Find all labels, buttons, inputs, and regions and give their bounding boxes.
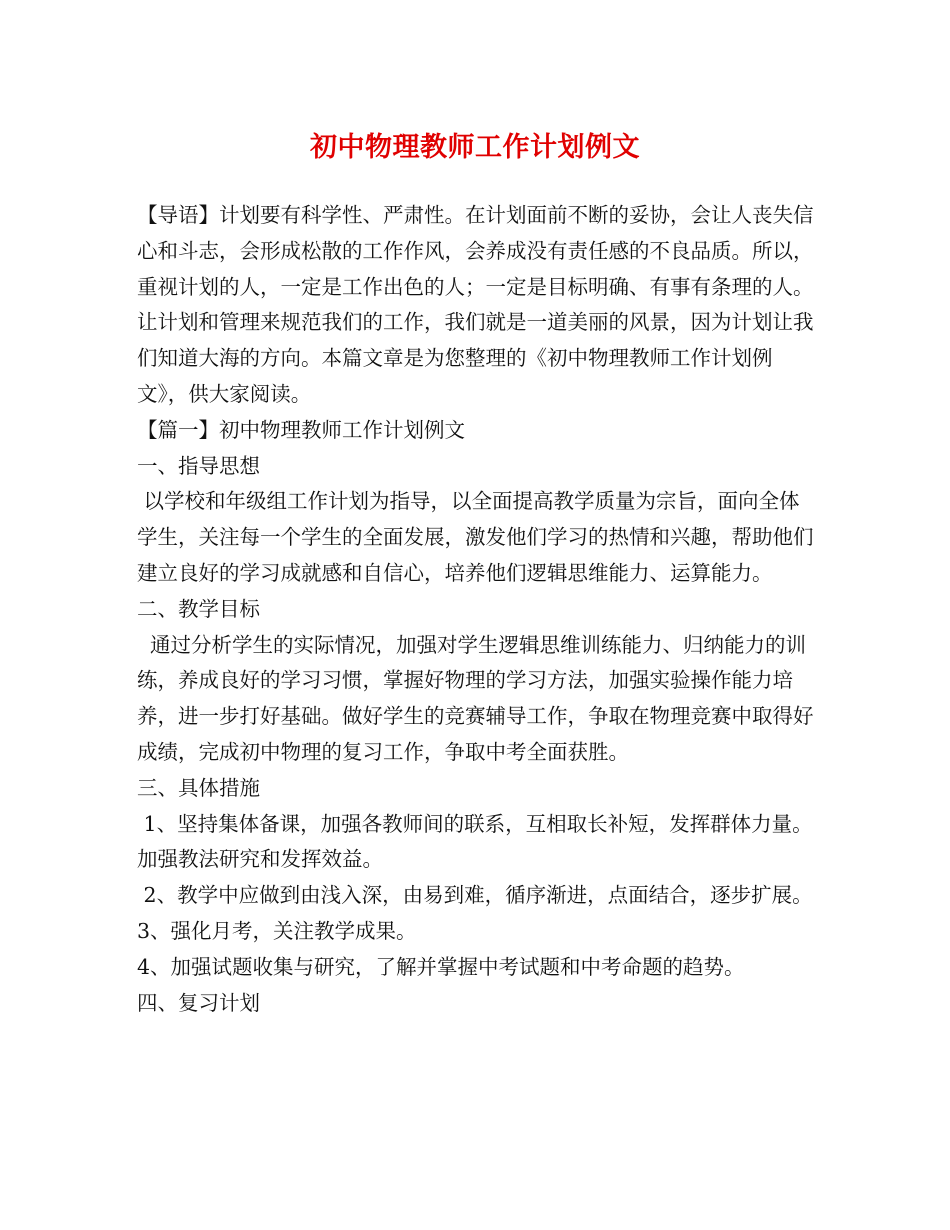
heading-review-plan: 四、复习计划 [137,990,260,1015]
paragraph-teaching-goals: 通过分析学生的实际情况，加强对学生逻辑思维训练能力、归纳能力的训练，养成良好的学习习惯，掌握好物理的学习方法，加强实验操作能力培养，进一步打好基础。做好学生的竞赛辅导工作，争取在物理竞赛中取得好成绩，完成初中物理的复习工作，争取中考全面获胜。 [137,632,814,764]
document-body [137,198,817,1021]
section-heading-part-one: 【篇一】初中物理教师工作计划例文 [137,417,465,442]
heading-specific-measures: 三、具体措施 [137,775,260,800]
document-title: 初中物理教师工作计划例文 [310,132,640,163]
heading-guiding-ideology: 一、指导思想 [137,453,260,478]
measure-item-3: 3、强化月考，关注教学成果。 [137,918,417,943]
measure-item-4: 4、加强试题收集与研究，了解并掌握中考试题和中考命题的趋势。 [137,954,745,979]
paragraph-guiding-ideology: 以学校和年级组工作计划为指导，以全面提高教学质量为宗旨，面向全体学生，关注每一个学生的全面发展，激发他们学习的热情和兴趣，帮助他们建立良好的学习成就感和自信心，培养他们逻辑思维能力、运算能力。 [137,489,814,585]
intro-paragraph: 【导语】计划要有科学性、严肃性。在计划面前不断的妥协，会让人丧失信心和斗志，会形成松散的工作作风，会养成没有责任感的不良品质。所以，重视计划的人，一定是工作出色的人；一定是目标明确、有事有条理的人。让计划和管理来规范我们的工作，我们就是一道美丽的风景，因为计划让我们知道大海的方向。本篇文章是为您整理的《初中物理教师工作计划例文》，供大家阅读。 [137,203,814,406]
measure-item-1: 1、坚持集体备课，加强各教师间的联系，互相取长补短，发挥群体力量。加强教法研究和发挥效益。 [137,811,813,872]
measure-item-2: 2、教学中应做到由浅入深，由易到难，循序渐进，点面结合，逐步扩展。 [137,883,813,908]
heading-teaching-goals: 二、教学目标 [137,596,260,621]
